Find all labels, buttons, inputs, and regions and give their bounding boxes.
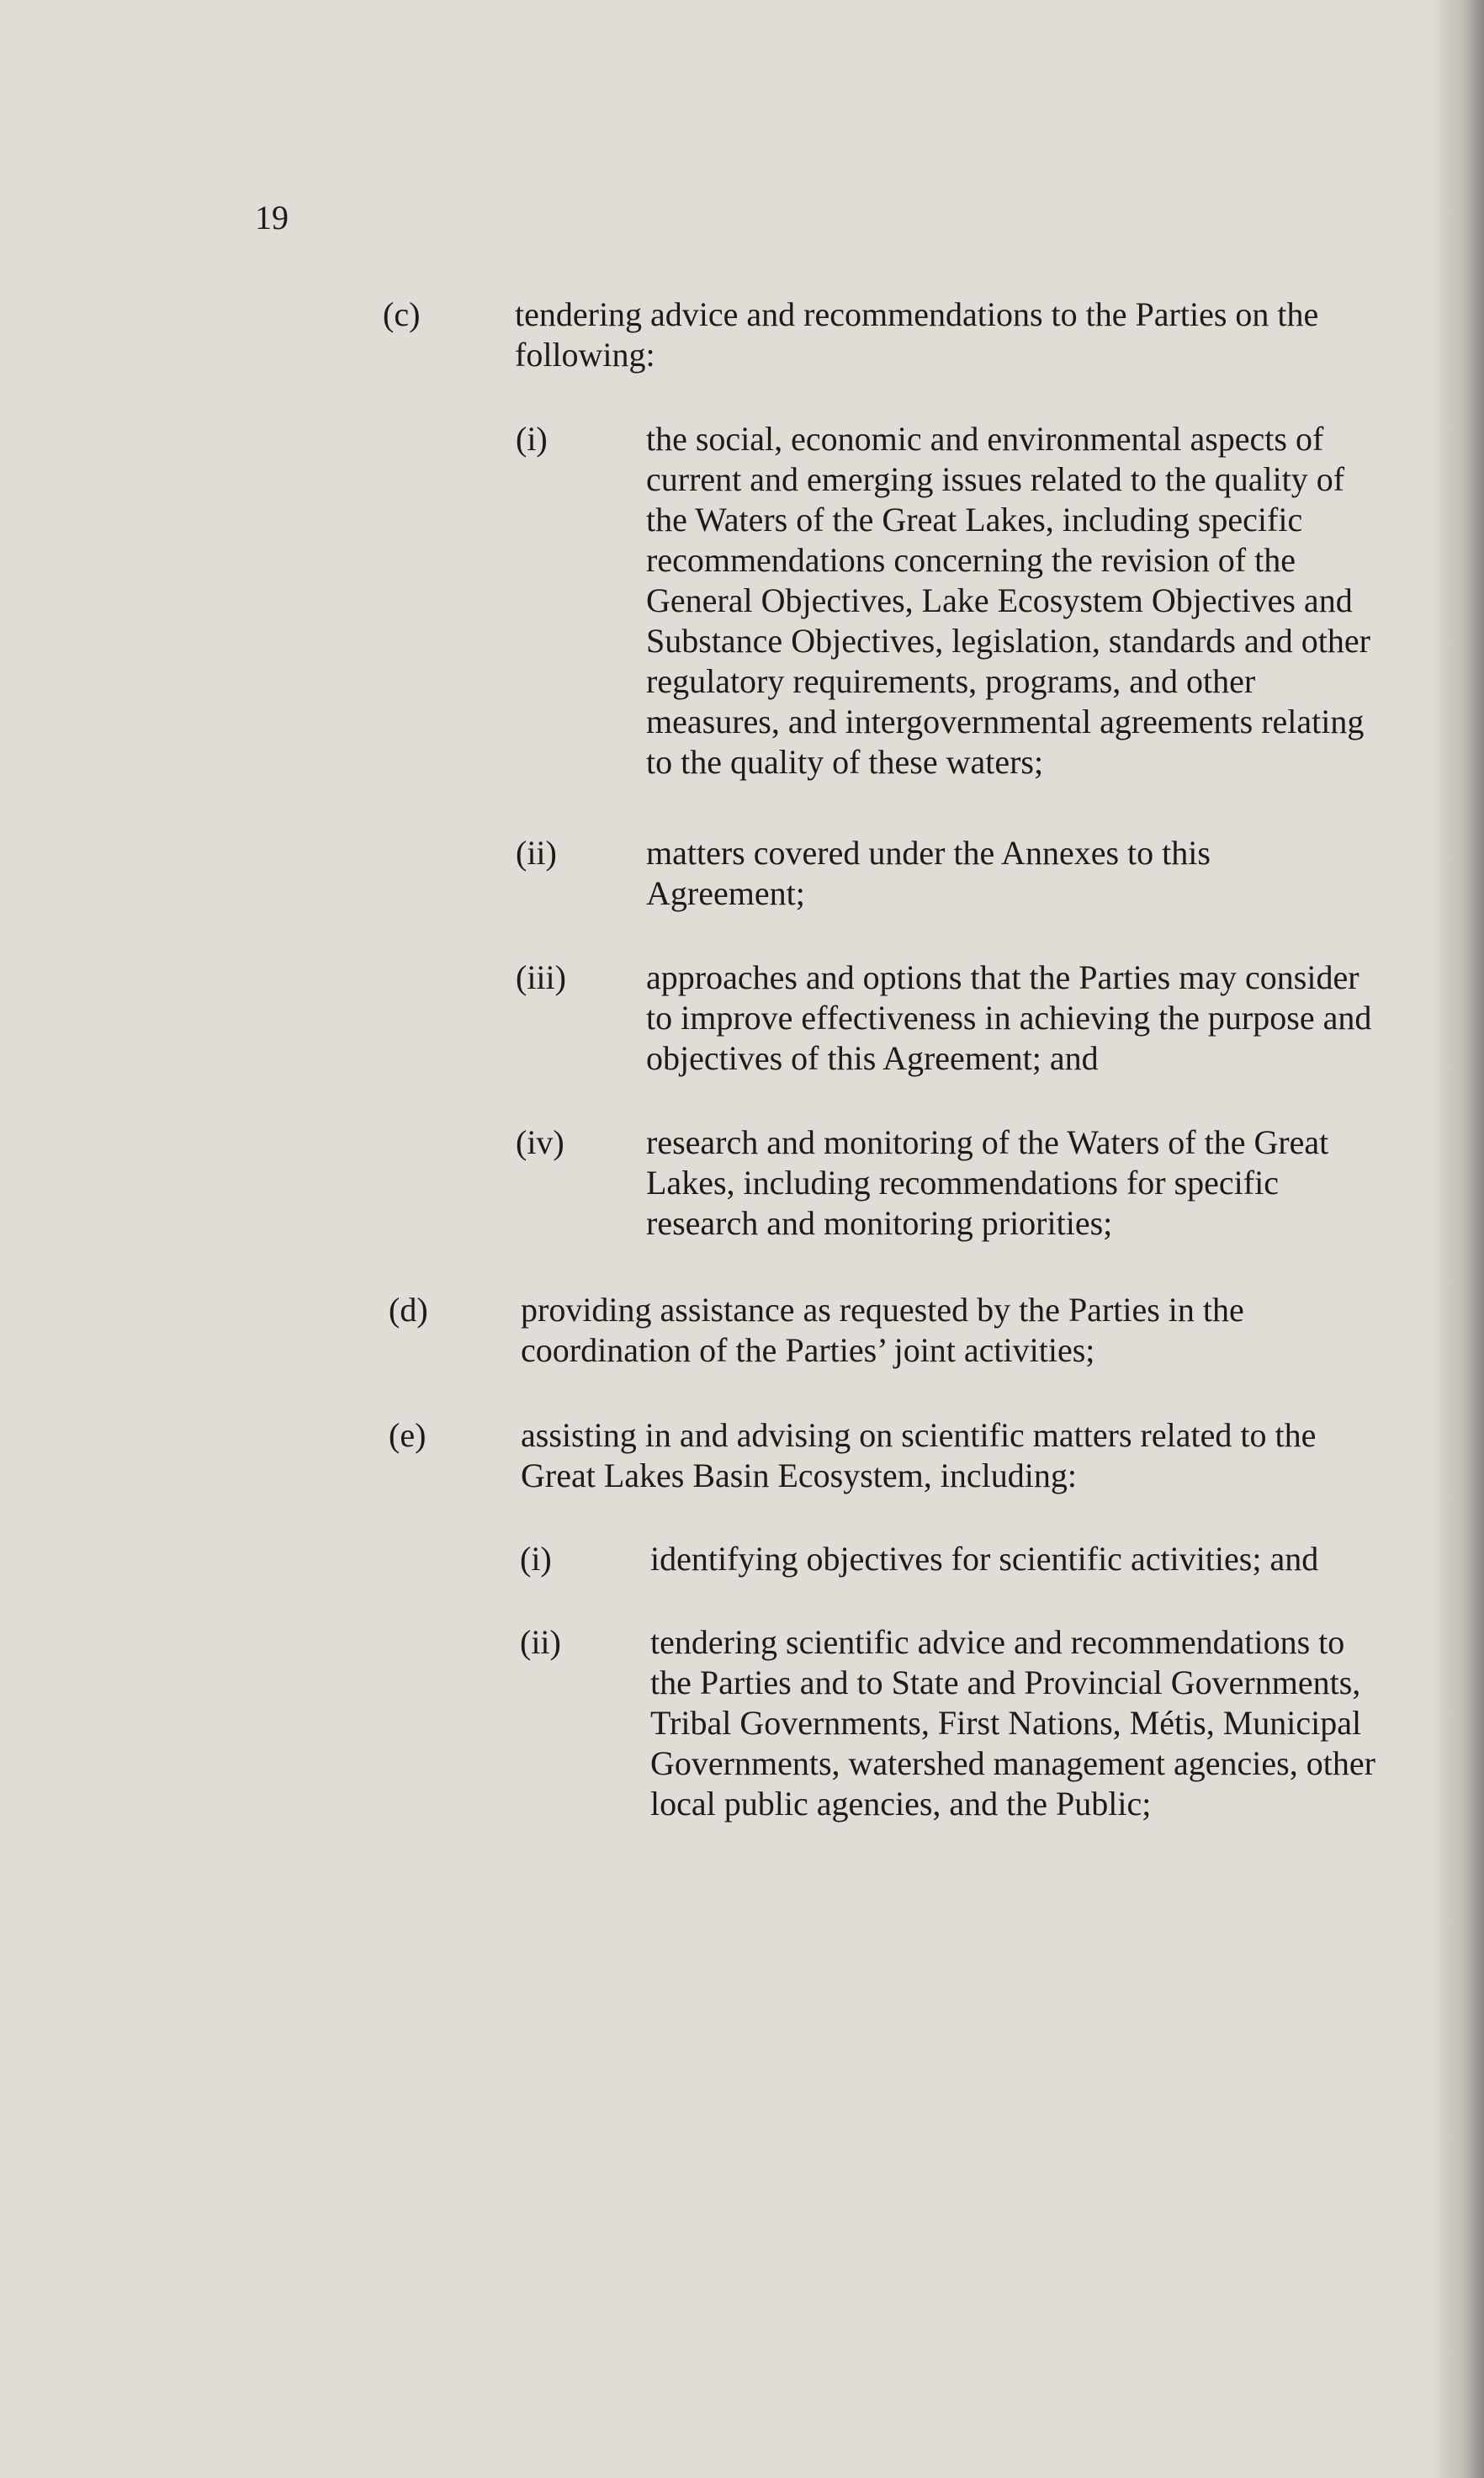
text-line: to improve effectiveness in achieving the purpose and bbox=[646, 999, 1372, 1037]
text-line: measures, and intergovernmental agreements relating bbox=[646, 703, 1365, 740]
item-text bbox=[521, 1415, 1316, 1496]
text-line: General Objectives, Lake Ecosystem Objectives and bbox=[646, 581, 1353, 619]
item-text bbox=[515, 294, 1318, 375]
text-line: Agreement; bbox=[646, 874, 805, 912]
item-text bbox=[646, 958, 1371, 1079]
text-line: assisting in and advising on scientific matters related to the bbox=[521, 1416, 1317, 1454]
text-line: providing assistance as requested by the Parties in the bbox=[521, 1291, 1244, 1329]
text-line: Governments, watershed management agencies, other bbox=[650, 1744, 1375, 1782]
text-line: the Parties and to State and Provincial Governments, bbox=[650, 1663, 1361, 1701]
text-line: Lakes, including recommendations for specific bbox=[646, 1164, 1279, 1202]
item-text bbox=[646, 833, 1211, 914]
item-text bbox=[646, 1122, 1328, 1244]
text-line: Substance Objectives, legislation, standards and other bbox=[646, 622, 1370, 660]
text-line: research and monitoring of the Waters of the Great bbox=[646, 1123, 1329, 1161]
item-label: (ii) bbox=[520, 1623, 561, 1661]
item-label: (i) bbox=[520, 1540, 552, 1578]
item-label: (iv) bbox=[516, 1123, 564, 1161]
text-line: regulatory requirements, programs, and other bbox=[646, 662, 1256, 700]
text-line: approaches and options that the Parties may consider bbox=[646, 958, 1359, 996]
text-line: current and emerging issues related to the quality of bbox=[646, 460, 1345, 498]
text-line: the social, economic and environmental aspects of bbox=[646, 420, 1324, 458]
text-line: matters covered under the Annexes to this bbox=[646, 834, 1211, 872]
item-label: (c) bbox=[383, 295, 421, 333]
item-label: (iii) bbox=[516, 958, 566, 996]
text-line: research and monitoring priorities; bbox=[646, 1204, 1113, 1242]
text-line: local public agencies, and the Public; bbox=[650, 1785, 1152, 1823]
text-line: coordination of the Parties’ joint activities; bbox=[521, 1331, 1095, 1369]
text-line: the Waters of the Great Lakes, including specific bbox=[646, 501, 1303, 539]
text-line: following: bbox=[515, 336, 655, 374]
text-line: Great Lakes Basin Ecosystem, including: bbox=[521, 1457, 1077, 1494]
text-line: to the quality of these waters; bbox=[646, 743, 1044, 781]
item-text bbox=[646, 419, 1370, 783]
text-line: tendering scientific advice and recommendations to bbox=[650, 1623, 1345, 1661]
item-text bbox=[521, 1290, 1244, 1371]
item-label: (d) bbox=[389, 1291, 428, 1329]
item-label: (e) bbox=[389, 1416, 427, 1454]
text-line: objectives of this Agreement; and bbox=[646, 1039, 1099, 1077]
item-text bbox=[650, 1539, 1318, 1579]
text-line: tendering advice and recommendations to the Parties on the bbox=[515, 295, 1319, 333]
page-number: 19 bbox=[255, 199, 289, 236]
item-label: (i) bbox=[516, 420, 548, 458]
text-line: recommendations concerning the revision of the bbox=[646, 541, 1296, 579]
text-line: identifying objectives for scientific activities; and bbox=[650, 1540, 1319, 1578]
item-label: (ii) bbox=[516, 834, 557, 872]
item-text bbox=[650, 1622, 1375, 1824]
text-line: Tribal Governments, First Nations, Métis, Municipal bbox=[650, 1704, 1362, 1742]
